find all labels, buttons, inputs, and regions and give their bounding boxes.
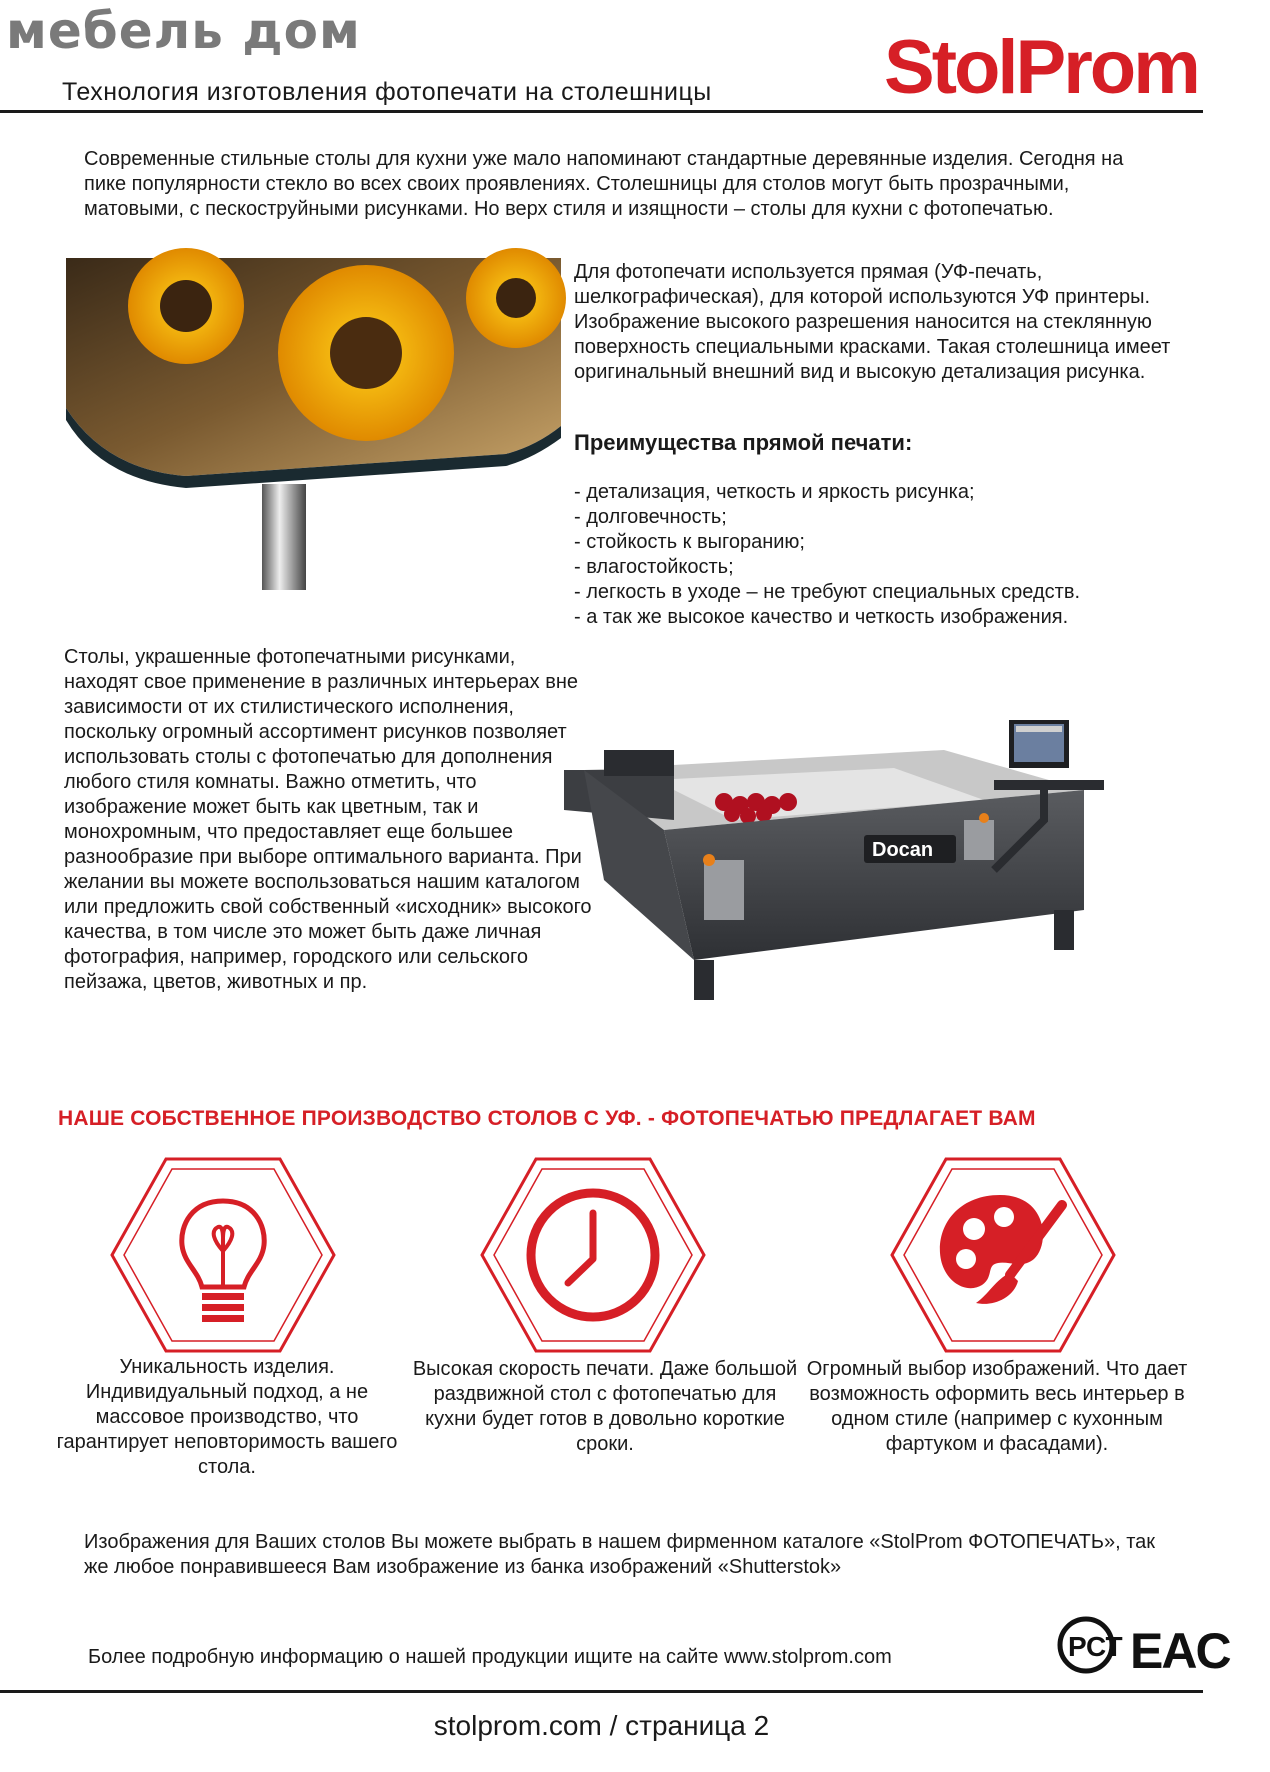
page-footer xyxy=(0,1710,1203,1742)
intro-paragraph: Современные стильные столы для кухни уже мало напоминают стандартные деревянные изделия. Сегодня на пике популярности стекло во всех своих проявлениях. Столешницы для столов могут быть прозрачными, матовыми, с пескоструйными рисунками. Но верх стиля и изящности – столы для кухни с фотопечатью. xyxy=(84,148,1124,220)
feature-uniqueness-text: Уникальность изделия. Индивидуальный подход, а не массовое производство, что гарантирует неповторимость вашего стола. xyxy=(56,1356,398,1478)
offer-heading: НАШЕ СОБСТВЕННОЕ ПРОИЗВОДСТВО СТОЛОВ С УФ. - ФОТОПЕЧАТЬЮ ПРЕДЛАГАЕТ ВАМ xyxy=(58,1107,1036,1130)
footer-text: stolprom.com / страница 2 xyxy=(433,1710,770,1741)
printing-paragraph: Для фотопечати используется прямая (УФ-печать, шелкографическая), для которой используются УФ принтеры. Изображение высокого разрешения наносится на стеклянную поверхность специальными красками. Такая столешница имеет оригинальный внешний вид и высокую детализация рисунка. xyxy=(574,261,1171,383)
watermark: мебель дом xyxy=(6,2,361,60)
advantages-list xyxy=(574,480,1214,630)
list-item: - легкость в уходе – не требуют специальных средств. xyxy=(574,581,1080,603)
clock-icon xyxy=(480,1155,706,1355)
footer-divider xyxy=(0,1690,1203,1693)
list-item: - детализация, четкость и яркость рисунка; xyxy=(574,481,975,503)
rst-mark: РСТ xyxy=(1068,1631,1123,1662)
uv-printer-photo xyxy=(564,710,1254,1040)
list-item: - стойкость к выгоранию; xyxy=(574,531,805,553)
list-item: - долговечность; xyxy=(574,506,727,528)
feature-speed-text: Высокая скорость печати. Даже большой раздвижной стол с фотопечатью для кухни будет готов в довольно короткие сроки. xyxy=(412,1358,798,1455)
list-item: - а так же высокое качество и четкость изображения. xyxy=(574,606,1069,628)
lightbulb-icon xyxy=(110,1155,336,1355)
stolprom-logo: StolProm xyxy=(884,25,1198,110)
certification-marks xyxy=(1058,1612,1230,1679)
feature-choice-text: Огромный выбор изображений. Что дает возможность оформить весь интерьер в одном стиле (например с кухонным фартуком и фасадами). xyxy=(806,1358,1188,1455)
palette-icon xyxy=(890,1155,1116,1355)
more-info-text: Более подробную информацию о нашей продукции ищите на сайте www.stolprom.com xyxy=(88,1646,892,1668)
sunflower-table-photo xyxy=(66,258,561,590)
catalog-paragraph: Изображения для Ваших столов Вы можете выбрать в нашем фирменном каталоге «StolProm ФОТОПЕЧАТЬ», так же любое понравившееся Вам изображение из банка изображений «Shutterstok» xyxy=(84,1531,1156,1578)
header-divider xyxy=(0,110,1203,113)
list-item: - влагостойкость; xyxy=(574,556,734,578)
interiors-paragraph: Столы, украшенные фотопечатными рисунками, находят свое применение в различных интерьерах вне зависимости от их стилистического исполнения, поскольку огромный ассортимент рисунков позволяет использовать столы с фотопечатью для дополнения любого стиля комнаты. Важно отметить, что изображение может быть как цветным, так и монохромным, что предоставляет еще большее разнообразие при выборе оптимального варианта. При желании вы можете воспользоваться нашим каталогом или предложить свой собственный «исходник» высокого качества, в том числе это может быть даже личная фотография, например, городского или сельского пейзажа, цветов, животных и пр. xyxy=(64,646,592,993)
printer-brand-label: Docan xyxy=(872,839,934,861)
advantages-heading: Преимущества прямой печати: xyxy=(574,430,913,455)
page-title: Технология изготовления фотопечати на столешницы xyxy=(62,78,712,106)
eac-mark: EAC xyxy=(1130,1623,1230,1679)
